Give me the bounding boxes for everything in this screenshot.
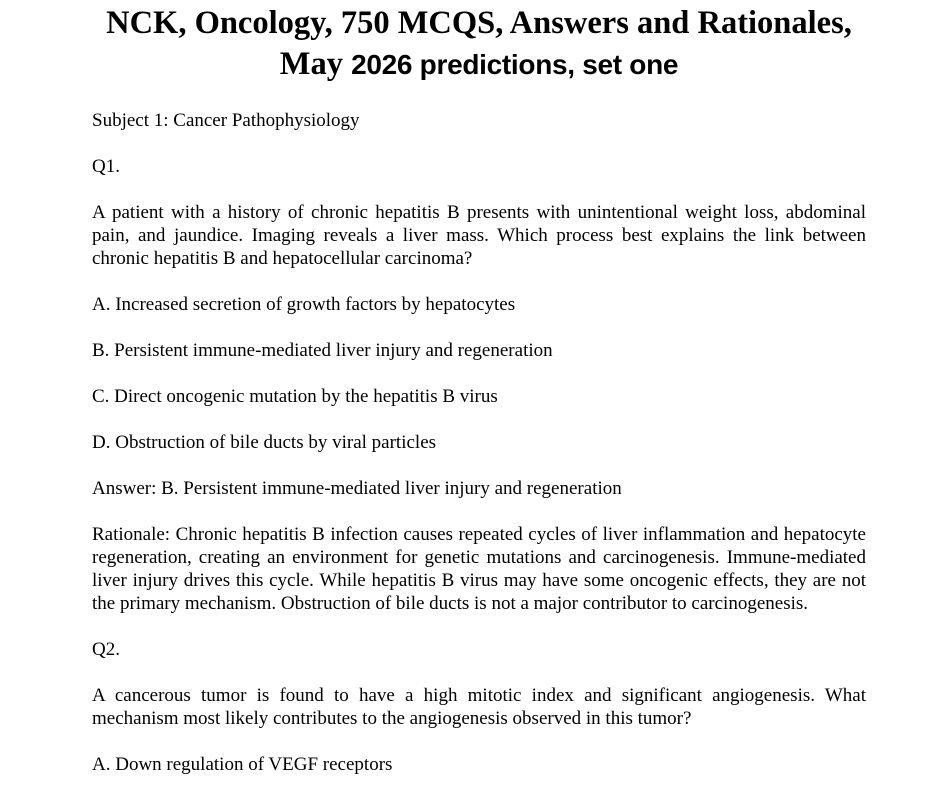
answer: Answer: B. Persistent immune-mediated liver injury and regeneration (92, 478, 622, 499)
question-1 (92, 155, 866, 615)
option-a: A. Down regulation of VEGF receptors (92, 754, 393, 775)
option-c: C. Direct oncogenic mutation by the hepatitis B virus (92, 386, 498, 407)
rationale: Rationale: Chronic hepatitis B infection causes repeated cycles of liver inflammation and hepatocyte regeneration, creating an environment for genetic mutations and carcinogenesis. Immune-mediated liver injury drives this cycle. While hepatitis B virus may have some oncogenic effects, they are not the primary mechanism. Obstruction of bile ducts is not a major contributor to carcinogenesis. (92, 524, 866, 614)
document-title (92, 0, 866, 85)
option-a: A. Increased secretion of growth factors by hepatocytes (92, 294, 516, 315)
document-page (92, 0, 866, 799)
subject-heading: Subject 1: Cancer Pathophysiology (92, 110, 360, 131)
option-d: D. Obstruction of bile ducts by viral particles (92, 432, 437, 453)
document-body (92, 109, 866, 776)
question-2 (92, 638, 866, 776)
question-stem: A cancerous tumor is found to have a high mitotic index and significant angiogenesis. What mechanism most likely contributes to the angiogenesis observed in this tumor? (92, 685, 866, 729)
title-line-1: NCK, Oncology, 750 MCQS, Answers and Rationales, (106, 5, 852, 41)
option-b: B. Persistent immune-mediated liver injury and regeneration (92, 340, 553, 361)
question-label: Q2. (92, 639, 120, 660)
question-label: Q1. (92, 156, 120, 177)
question-stem: A patient with a history of chronic hepatitis B presents with unintentional weight loss, abdominal pain, and jaundice. Imaging reveals a liver mass. Which process best explains the link between chronic hepatitis B and hepatocellular carcinoma? (92, 202, 866, 269)
title-line-2-serif: May (279, 46, 343, 82)
title-line-2-sans: 2026 predictions, set one (351, 49, 679, 80)
